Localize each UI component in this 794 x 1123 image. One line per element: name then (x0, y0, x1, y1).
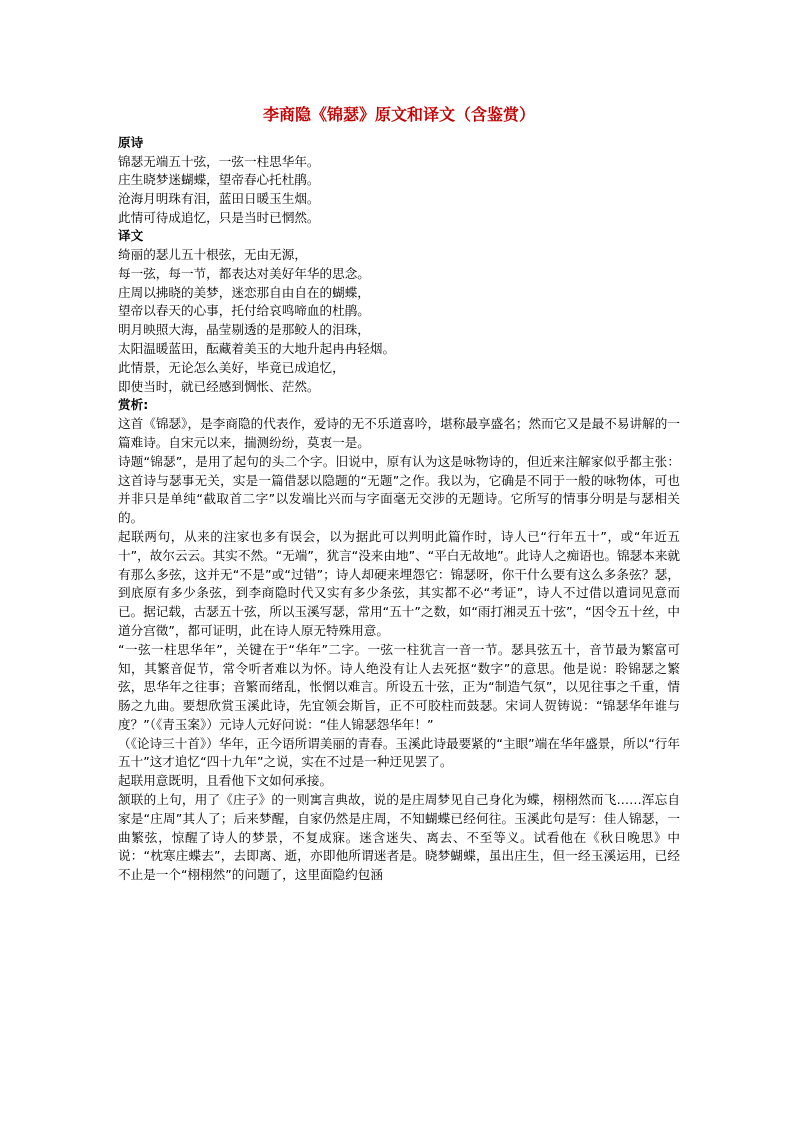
appreciation-paragraph: 起联两句，从来的注家也多有误会，以为据此可以判明此篇作时，诗人已“行年五十”，或“年近五十”，故尔云云。其实不然。“无端”，犹言“没来由地”、“平白无故地”。此诗人之痴语也。锦瑟本来就有那么多弦，这并无“不是”或“过错”；诗人却硬来埋怨它：锦瑟呀，你干什么要有这么多条弦？瑟，到底原有多少条弦，到李商隐时代又实有多少条弦，其实都不必“考证”，诗人不过借以遣词见意而已。据记载，古瑟五十弦，所以玉溪写瑟，常用“五十”之数，如“雨打湘灵五十弦”，“因令五十丝，中道分宫徵”，都可证明，此在诗人原无特殊用意。 (118, 528, 681, 638)
poem-line: 庄生晓梦迷蝴蝶，望帝春心托杜鹃。 (118, 172, 320, 188)
appreciation-paragraph: 诗题“锦瑟”，是用了起句的头二个字。旧说中，原有认为这是咏物诗的，但近来注解家似乎都主张：这首诗与瑟事无关，实是一篇借瑟以隐题的“无题”之作。我以为，它确是不同于一般的咏物体，可也并非只是单纯“截取首二字”以发端比兴而与字面毫无交涉的无题诗。它所写的情事分明是与瑟相关的。 (118, 453, 680, 526)
document-title: 李商隐《锦瑟》原文和译文（含鉴赏） (262, 105, 535, 124)
appreciation-paragraph: 颔联的上句，用了《庄子》的一则寓言典故，说的是庄周梦见自己身化为蝶，栩栩然而飞……浑忘自家是“庄周”其人了；后来梦醒，自家仍然是庄周，不知蝴蝶已经何往。玉溪此句是写：佳人锦瑟，一曲繁弦，惊醒了诗人的梦景，不复成寐。迷含迷失、离去、不至等义。试看他在《秋日晚思》中说：“枕寒庄蝶去”，去即离、逝，亦即他所谓迷者是。晓梦蝴蝶，虽出庄生，但一经玉溪运用，已经不止是一个“栩栩然”的问题了，这里面隐约包涵 (118, 792, 680, 883)
original-poem-section (118, 134, 680, 227)
appreciation-paragraph: 起联用意既明，且看他下文如何承接。 (118, 773, 333, 789)
translation-line: 庄周以拂晓的美梦，迷恋那自由自在的蝴蝶， (118, 284, 370, 300)
translation-line: 即使当时，就已经感到惆怅、茫然。 (118, 378, 320, 394)
poem-line: 此情可待成追忆，只是当时已惘然。 (118, 209, 320, 225)
translation-line: 望帝以春天的心事，托付给哀鸣啼血的杜鹃。 (118, 303, 370, 319)
translation-line: 每一弦，每一节，都表达对美好年华的思念。 (118, 265, 370, 281)
appreciation-paragraph: 这首《锦瑟》，是李商隐的代表作，爱诗的无不乐道喜吟，堪称最享盛名；然而它又是最不易讲解的一篇难诗。自宋元以来，揣测纷纷，莫衷一是。 (118, 416, 680, 450)
appreciation-paragraph: “一弦一柱思华年”，关键在于“华年”二字。一弦一柱犹言一音一节。瑟具弦五十，音节最为繁富可知，其繁音促节，常令听者难以为怀。诗人绝没有让人去死抠“数字”的意思。他是说：聆锦瑟之繁弦，思华年之往事；音繁而绪乱，怅惘以难言。所设五十弦，正为“制造气氛”，以见往事之千重，情肠之九曲。要想欣赏玉溪此诗，先宜领会斯旨，正不可胶柱而鼓瑟。宋词人贺铸说：“锦瑟华年谁与度？”（《青玉案》）元诗人元好问说：“佳人锦瑟怨华年！” (118, 641, 680, 732)
translation-heading: 译文 (118, 228, 144, 244)
poem-line: 沧海月明珠有泪，蓝田日暖玉生烟。 (118, 190, 320, 206)
appreciation-heading: 赏析: (118, 397, 149, 413)
translation-line: 明月映照大海，晶莹剔透的是那鲛人的泪珠， (118, 322, 370, 338)
translation-section (118, 227, 680, 396)
translation-line: 绮丽的瑟儿五十根弦，无由无源， (118, 246, 307, 262)
original-poem-heading: 原诗 (118, 135, 144, 150)
translation-line: 此情景，无论怎么美好，毕竟已成追忆， (118, 359, 345, 375)
document-body (118, 104, 680, 885)
poem-line: 锦瑟无端五十弦，一弦一柱思华年。 (118, 153, 320, 169)
translation-line: 太阳温暖蓝田，酝藏着美玉的大地升起冉冉轻烟。 (118, 340, 396, 356)
appreciation-paragraph: （《论诗三十首》）华年，正今语所谓美丽的青春。玉溪此诗最要紧的“主眼”端在华年盛景，所以“行年五十”这才追忆“四十九年”之说，实在不过是一种迂见罢了。 (118, 735, 680, 770)
appreciation-section (118, 396, 680, 885)
